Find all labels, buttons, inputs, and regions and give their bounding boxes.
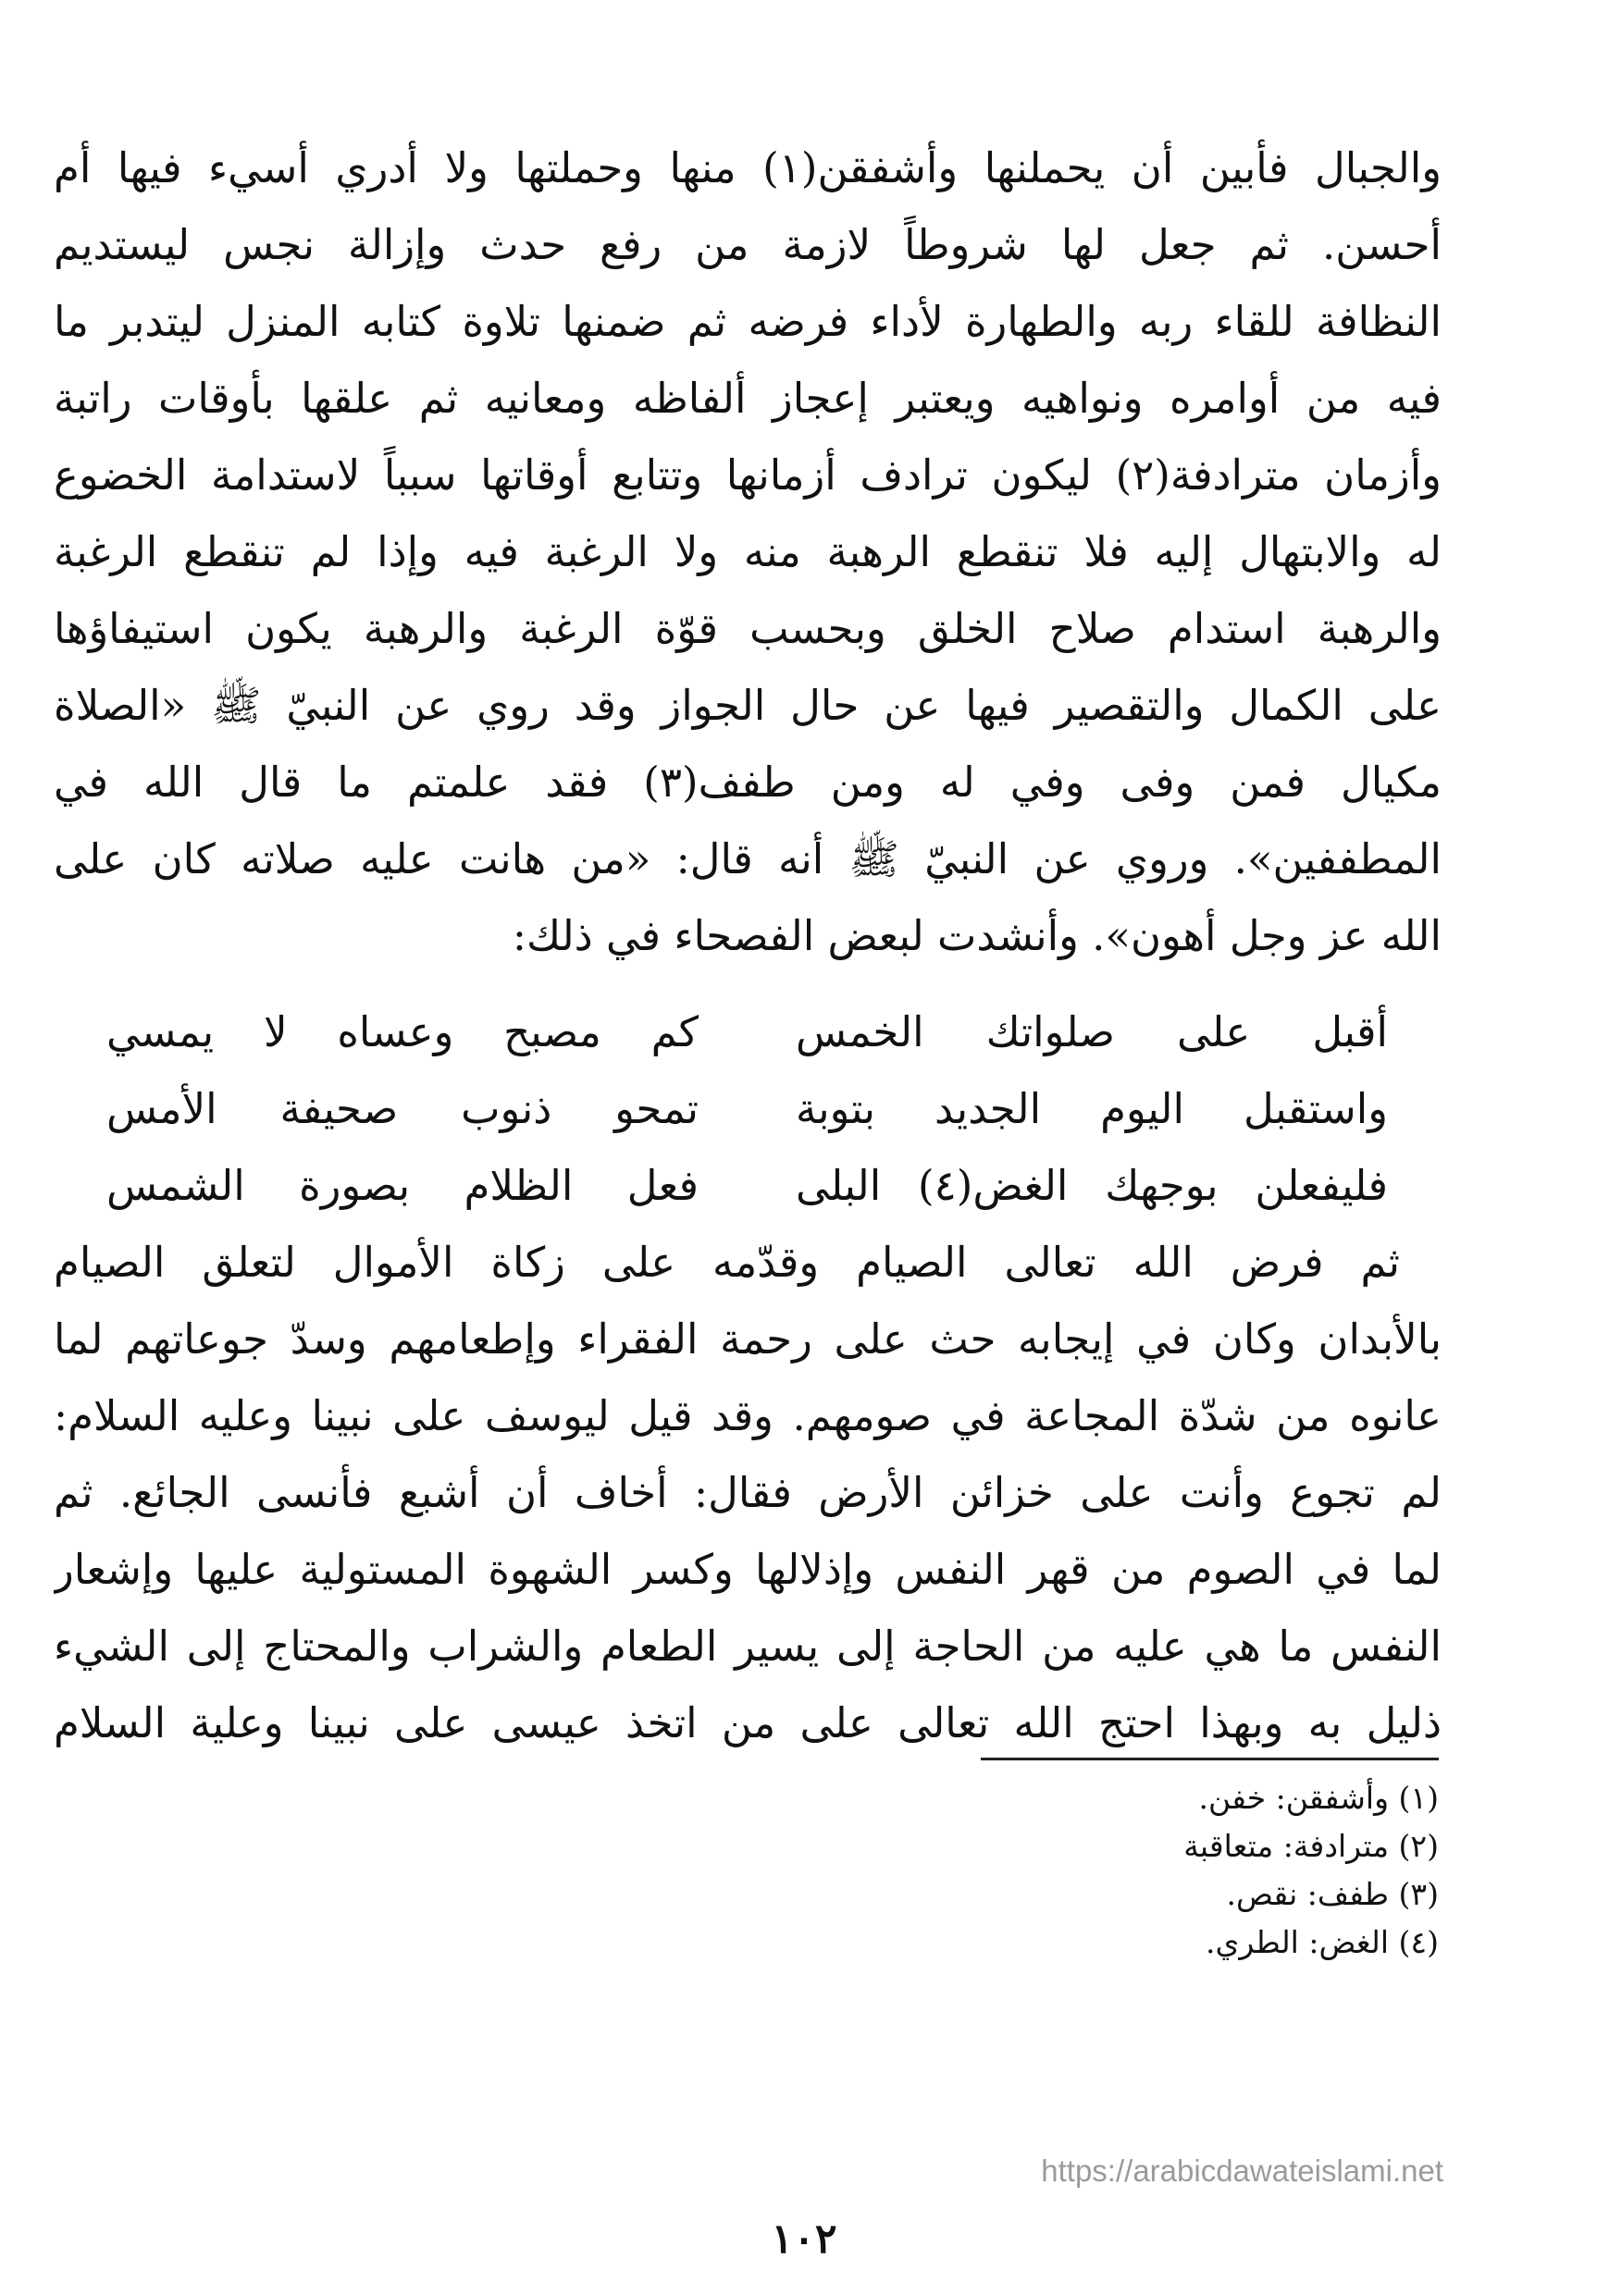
text-line: مكيال فمن وفى وفي له ومن طفف(٣) فقد علمتم ما قال الله في	[54, 758, 1442, 807]
text-line: النظافة للقاء ربه والطهارة لأداء فرضه ثم ضمنها تلاوة كتابه المنزل ليتدبر ما	[54, 297, 1442, 346]
verse-second-hemistich: تمحو ذنوب صحيفة الأمس	[106, 1084, 699, 1133]
verse-first-hemistich: فليفعلن بوجهك الغض(٤) البلى	[796, 1161, 1388, 1210]
text-line: لم تجوع وأنت على خزائن الأرض فقال: أخاف أن أشبع فأنسى الجائع. ثم	[54, 1468, 1442, 1517]
text-line: المطففين». وروي عن النبيّ ﷺ أنه قال: «من هانت عليه صلاته كان على	[54, 834, 1442, 883]
text-line: ثم فرض الله تعالى الصيام وقدّمه على زكاة الأموال لتعلق الصيام	[54, 1238, 1400, 1287]
verse-second-hemistich: كم مصبح وعساه لا يمسي	[106, 1007, 699, 1056]
text-line: له والابتهال إليه فلا تنقطع الرهبة منه ولا الرغبة فيه وإذا لم تنقطع الرغبة	[54, 527, 1442, 576]
footnote: (٢) مترادفة: متعاقبة	[1183, 1828, 1439, 1864]
verse-first-hemistich: واستقبل اليوم الجديد بتوبة	[796, 1084, 1388, 1133]
continued-text-block	[54, 1224, 1442, 1761]
text-line: لما في الصوم من قهر النفس وإذلالها وكسر الشهوة المستولية عليها وإشعار	[54, 1545, 1442, 1594]
text-line: ذليل به وبهذا احتج الله تعالى على من اتخذ عيسى على نبينا وعلية السلام	[54, 1698, 1442, 1747]
poem-block	[106, 994, 1388, 1224]
watermark-url: https://arabicdawateislami.net	[1041, 2154, 1443, 2188]
text-line: عانوه من شدّة المجاعة في صومهم. وقد قيل ليوسف على نبينا وعليه السلام:	[54, 1391, 1442, 1440]
text-line: فيه من أوامره ونواهيه ويعتبر إعجاز ألفاظه ومعانيه ثم علقها بأوقات راتبة	[54, 374, 1442, 423]
footnote: (١) وأشفقن: خفن.	[1198, 1780, 1439, 1816]
text-line: النفس ما هي عليه من الحاجة إلى يسير الطعام والشراب والمحتاج إلى الشيء	[54, 1622, 1442, 1671]
text-line: والجبال فأبين أن يحملنها وأشفقن(١) منها وحملتها ولا أدري أسيء فيها أم	[54, 143, 1442, 192]
text-line: وأزمان مترادفة(٢) ليكون ترادف أزمانها وتتابع أوقاتها سبباً لاستدامة الخضوع	[54, 451, 1442, 500]
text-line: بالأبدان وكان في إيجابه حث على رحمة الفقراء وإطعامهم وسدّ جوعاتهم لما	[54, 1315, 1442, 1364]
poem-verse	[106, 1070, 1388, 1147]
verse-first-hemistich: أقبل على صلواتك الخمس	[796, 1007, 1388, 1056]
main-text-block	[54, 130, 1442, 974]
text-line: على الكمال والتقصير فيها عن حال الجواز وقد روي عن النبيّ ﷺ «الصلاة	[54, 681, 1442, 730]
footnote: (٤) الغض: الطري.	[1206, 1924, 1439, 1960]
poem-verse	[106, 994, 1388, 1070]
page-number: ١٠٢	[771, 2216, 837, 2263]
text-line: أحسن. ثم جعل لها شروطاً لازمة من رفع حدث وإزالة نجس ليستديم	[54, 220, 1442, 269]
text-line: والرهبة استدام صلاح الخلق وبحسب قوّة الرغبة والرهبة يكون استيفاؤها	[54, 604, 1442, 653]
footnote-divider	[981, 1758, 1439, 1760]
poem-verse	[106, 1147, 1388, 1224]
verse-second-hemistich: فعل الظلام بصورة الشمس	[106, 1161, 699, 1210]
footnote: (٣) طفف: نقص.	[1226, 1876, 1439, 1912]
footnotes	[981, 1774, 1439, 1967]
text-line: الله عز وجل أهون». وأنشدت لبعض الفصحاء في ذلك:	[512, 911, 1442, 960]
